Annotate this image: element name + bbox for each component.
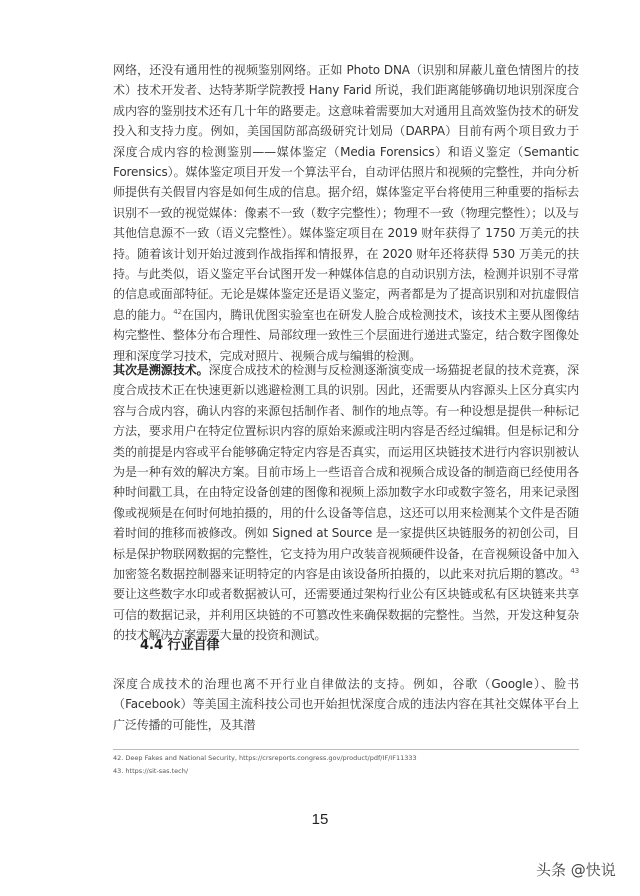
- footnote-ref-43[interactable]: 43: [570, 567, 579, 576]
- page-number: 15: [311, 811, 329, 828]
- body-paragraph-self-regulation: 深度合成技术的治理也离不开行业自律做法的支持。例如，谷歌（Google）、脸书（Facebook）等美国主流科技公司也开始担忧深度合成的违法内容在其社交媒体平台上广泛传播的可能性，及其潜: [113, 677, 579, 732]
- body-paragraph-provenance: [113, 360, 579, 646]
- paragraph-text: 网络，还没有通用性的视频鉴别网络。正如 Photo DNA（识别和屏蔽儿童色情图片的技术）技术开发者、达特茅斯学院教授 Hany Farid 所说，我们距离能够确切地识别深度合成内容的鉴别技术还有几十年的路要走。这意味着需要加大对通用且高效鉴伪技术的研发投入和支持力度。例如，美国国防部高级研究计划局（DARPA）目前有两个项目致力于深度合成内容的检测鉴别——媒体鉴定（Media Forensics）和语义鉴定（Semantic Forensics）。媒体鉴定项目开发一个算法平台，自动评估照片和视频的完整性，并向分析师提供有关假冒内容是如何生成的信息。据介绍，媒体鉴定平台将使用三种重要的指标去识别不一致的视觉媒体：像素不一致（数字完整性）；物理不一致（物理完整性）；以及与其他信息源不一致（语义完整性）。媒体鉴定项目在 2019 财年获得了 1750 万美元的扶持。随着该计划开始过渡到作战指挥和情报界，在 2020 财年还将获得 530 万美元的扶持。与此类似，语义鉴定平台试图开发一种媒体信息的自动识别方法，检测并识别不寻常的信息或面部特征。无论是媒体鉴定还是语义鉴定，两者都是为了提高识别和对抗虚假信息的能力。: [113, 63, 579, 322]
- body-paragraph-detection: [113, 60, 579, 366]
- footnote-divider: [113, 749, 579, 750]
- footnote-43: 43. https://sit-sas.tech/: [113, 767, 189, 775]
- paragraph-lead-bold: 其次是溯源技术。: [113, 363, 209, 377]
- section-heading: 4.4 行业自律: [140, 638, 220, 653]
- footnote-42: 42. Deep Fakes and National Security, https://crsreports.congress.gov/product/pdf/IF/IF11333: [113, 754, 417, 762]
- watermark: 头条 @快说: [536, 861, 616, 879]
- paragraph-text: 在国内，腾讯优图实验室也在研发人脸合成检测技术，该技术主要从图像结构完整性、整体分布合理性、局部纹理一致性三个层面进行递进式鉴定，结合数字图像处理和深度学习技术，完成对照片、视频合成与编辑的检测。: [113, 307, 579, 363]
- paragraph-text: 深度合成技术的检测与反检测逐渐演变成一场猫捉老鼠的技术竞赛，深度合成技术正在快速更新以逃避检测工具的识别。因此，还需要从内容源头上区分真实内容与合成内容，确认内容的来源包括制作者、制作的地点等。有一种设想是提供一种标记方法，要求用户在特定位置标识内容的原始来源或注明内容是否经过编辑。但是标记和分类的前提是内容或平台能够确定特定内容是否真实，而运用区块链技术进行内容识别被认为是一种有效的解决方案。目前市场上一些语音合成和视频合成设备的制造商已经使用各种时间戳工具，在由特定设备创建的图像和视频上添加数字水印或数字签名，用来记录图像或视频是在何时何地拍摄的，用的什么设备等信息，这还可以用来检测某个文件是否随着时间的推移而被修改。例如 Signed at Source 是一家提供区块链服务的初创公司，目标是保护物联网数据的完整性，它支持为用户改装音视频硬件设备，在音视频设备中加入加密签名数据控制器来证明特定的内容是由该设备所拍摄的，以此来对抗后期的篡改。: [113, 363, 579, 582]
- footnote-ref-42[interactable]: 42: [173, 307, 182, 316]
- paragraph-text: 要让这些数字水印或者数据被认可，还需要通过架构行业公有区块链或私有区块链来共享可信的数据记录，并利用区块链的不可篡改性来确保数据的完整性。当然，开发这种复杂的技术解决方案需要大量的投资和测试。: [113, 587, 579, 643]
